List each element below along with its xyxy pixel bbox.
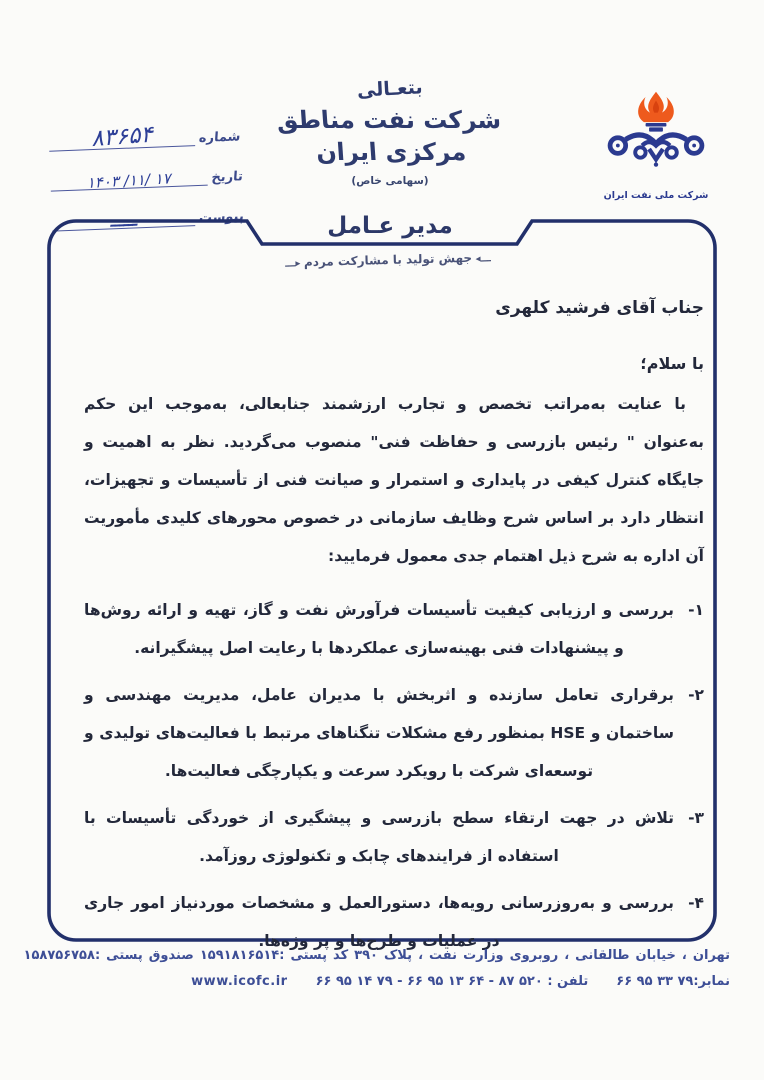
item-text: تلاش در جهت ارتقاء سطح بازرسی و پیشگیری از خوردگی تأسیسات با استفاده از فرایندهای چابک و تکنولوژی روزآمد.: [84, 808, 674, 865]
besmellah-calligraphy: بتعـالی: [356, 76, 424, 102]
item-number: ۲-: [688, 685, 704, 704]
ref-date-handwritten: ۱۴۰۳ /۱۱/ ۱۷: [86, 169, 172, 193]
item-number: ۱-: [688, 600, 704, 619]
company-type: (سهامی خاص): [351, 174, 429, 187]
ref-attachment-dash: ــــــ: [110, 211, 138, 231]
letterhead-footer: [23, 948, 730, 989]
item-text: بررسی و ارزیابی کیفیت تأسیسات فرآورش نفت و گاز، تهیه و ارائه روش‌ها و پیشنهادات فنی بهینه‌سازی عملکردها با رعایت اصل پیشگیرانه.: [84, 600, 674, 657]
phone-entry: [316, 974, 589, 989]
nioc-logo-block: [598, 88, 714, 201]
item-number: ۳-: [688, 808, 704, 827]
list-item: [84, 591, 704, 667]
ref-number-line: [48, 105, 196, 152]
nioc-logo-caption: شرکت ملی نفت ایران: [603, 190, 709, 201]
list-item: [84, 676, 704, 790]
item-number: ۴-: [688, 893, 704, 912]
item-text: بررسی و به‌روزرسانی رویه‌ها، دستورالعمل و مشخصات موردنیاز امور جاری در عملیات و طرح‌ها و پر وژه‌ها.: [84, 893, 674, 950]
phone-label: تلفن :: [547, 974, 589, 989]
duty-list: [84, 591, 704, 960]
letterhead-center: [250, 78, 530, 187]
website-url: www.icofc.ir: [191, 974, 288, 989]
office-title: مدیر عـامل: [327, 213, 453, 239]
year-slogan: ـــ◂ جهش تولید با مشارکت مردم ▸ـــ: [258, 250, 518, 271]
ref-date-label: تاریخ: [210, 169, 243, 186]
ref-number-label: شماره: [198, 129, 242, 146]
letter-body: [84, 298, 704, 969]
item-text: برقراری تعامل سازنده و اثربخش با مدیران عامل، مدیریت مهندسی و ساختمان و HSE بمنظور رفع مشکلات تنگناهای مرتبط با فعالیت‌های تولیدی و توسعه‌ای شرکت با رویکرد سرعت و یکپارچگی فعالیت‌ها.: [84, 685, 674, 780]
footer-contacts: [38, 974, 730, 989]
company-name: شرکت نفت مناطق مرکزی ایران: [275, 106, 502, 167]
recipient-name: جناب آقای فرشید کلهری: [495, 298, 704, 318]
ref-attachment-label: پیوست: [198, 209, 245, 227]
fax-number: ۶۶ ۹۵ ۳۳ ۷۹: [616, 974, 694, 989]
ref-date-row: [49, 144, 242, 191]
ref-number-handwritten: ۸۳۶۵۴: [90, 121, 154, 153]
fax-entry: [616, 974, 730, 989]
intro-paragraph: با عنایت به‌مراتب تخصص و تجارب ارزشمند جنابعالی، به‌موجب این حکم به‌عنوان " رئیس بازرسی و حفاظت فنی" منصوب می‌گردید. نظر به اهمیت و جایگاه کنترل کیفی در پایداری و استمرار و صیانت فنی از تأسیسات و تجهیزات، انتظار دارد بر اساس شرح وظایف سازمانی در خصوص محورهای کلیدی مأموریت آن اداره به شرح ذیل اهتمام جدی معمول فرمایید:: [84, 395, 704, 565]
fax-label: نمابر:: [693, 974, 730, 989]
salutation: با سلام؛: [640, 354, 704, 373]
list-item: [84, 799, 704, 875]
nioc-logo-icon: [604, 88, 708, 184]
ref-number-row: [48, 104, 241, 151]
footer-address: تهران ، خیابان طالقانی ، روبروی وزارت نفت ، پلاک ۳۹۰ کد پستی :۱۵۹۱۸۱۶۵۱۴ صندوق پستی :۱۵۸۷۵۶۷۵۸: [23, 948, 730, 963]
phone-numbers: ۶۶ ۹۵ ۱۴ ۷۹ - ۶۶ ۹۵ ۱۳ ۶۴ - ۸۷ ۵۲۰: [315, 974, 543, 989]
